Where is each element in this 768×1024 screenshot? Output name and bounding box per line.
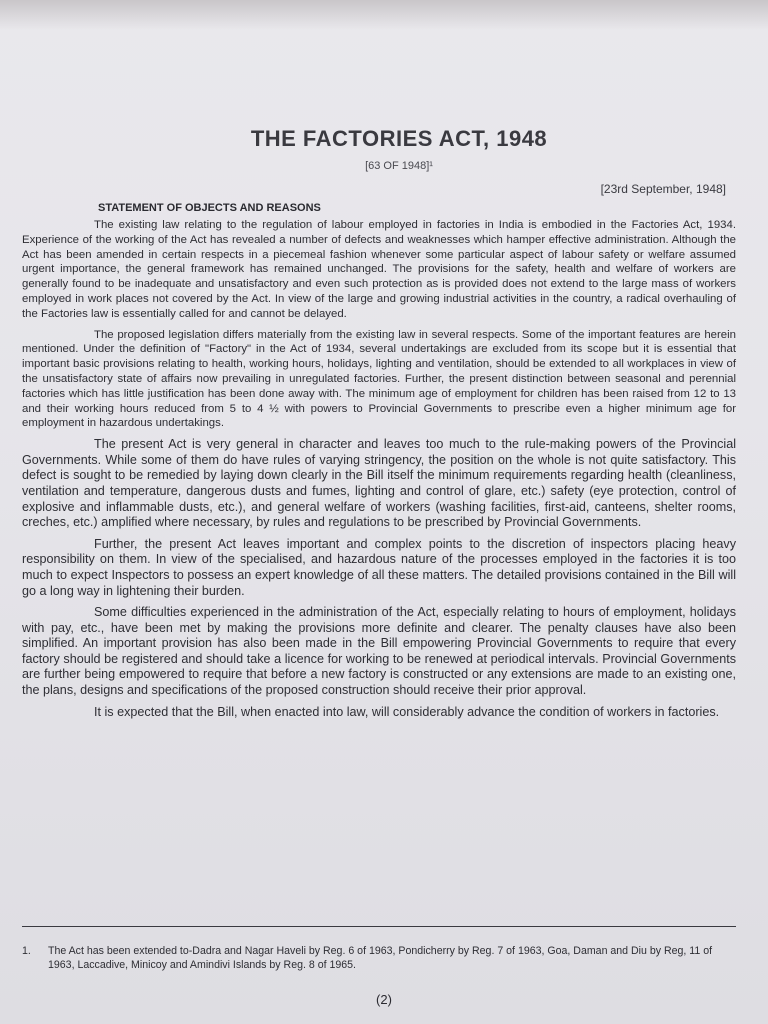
document-body bbox=[22, 118, 736, 726]
paragraph-1: The existing law relating to the regulation of labour employed in factories in India is embodied in the Factories Act, 1934. Experience of the working of the Act has revealed a number of defects and weaknesses which hamper effective administration. Although the Act has been amended in certain respects in a piecemeal fashion whenever some particular aspect of labour safety or welfare assumed urgent importance, the general framework has remained unchanged. The provisions for the safety, health and welfare of workers are generally found to be inadequate and unsatisfactory and even such protection as is provided does not extend to the large mass of workers employed in work places not covered by the Act. In view of the large and growing industrial activities in the country, a radical overhauling of the Factories law is essentially called for and cannot be delayed. bbox=[22, 219, 736, 320]
paragraph-3: The present Act is very general in character and leaves too much to the rule-making powers of the Provincial Governments. While some of them do have rules of varying stringency, the position on the whole is not quite satisfactory. This defect is sought to be remedied by laying down clearly in the Bill itself the minimum requirements regarding health (cleanliness, ventilation and temperature, dangerous dusts and fumes, lighting and control of glare, etc.) safety (eye protection, control of explosive and inflammable dusts, etc.), and general welfare of workers (washing facilities, first-aid, canteens, shelter rooms, creches, etc.) amplified where necessary, by rules and regulations to be prescribed by Provincial Governments. bbox=[22, 437, 736, 530]
page-number: (2) bbox=[376, 992, 392, 1007]
paragraph-4: Further, the present Act leaves important and complex points to the discretion of inspectors placing heavy responsibility on them. In view of the specialised, and hazardous nature of the processes employed in the factories it is too much to expect Inspectors to possess an expert knowledge of all these matters. The detailed provisions contained in the Bill will go a long way in lightening their burden. bbox=[22, 536, 736, 598]
act-date: [23rd September, 1948] bbox=[600, 182, 726, 196]
footnote-text: The Act has been extended to-Dadra and Nagar Haveli by Reg. 6 of 1963, Pondicherry by Reg. 7 of 1963, Goa, Daman and Diu by Reg, 11 of 1963, Laccadive, Minicoy and Amindivi Islands by Reg. 8 of 1965. bbox=[48, 945, 713, 971]
torn-paper-edge bbox=[0, 0, 768, 30]
section-heading: STATEMENT OF OBJECTS AND REASONS bbox=[98, 202, 321, 214]
footnote-divider bbox=[22, 926, 736, 927]
paragraph-6: It is expected that the Bill, when enacted into law, will considerably advance the condition of workers in factories. bbox=[94, 704, 720, 719]
document-title: THE FACTORIES ACT, 1948 bbox=[250, 126, 548, 151]
act-number: [63 OF 1948]¹ bbox=[365, 160, 433, 172]
paragraph-5: Some difficulties experienced in the administration of the Act, especially relating to hours of employment, holidays with pay, etc., have been met by making the provisions more definite and clearer. The penalty clauses have also been simplified. An important provision has also been made in the Bill empowering Provincial Governments to require that every factory should be registered and should take a licence for working to be renewed at periodical intervals. Provincial Governments are further being empowered to require that before a new factory is constructed or any extensions are made to an existing one, the plans, designs and specifications of the proposed construction should receive their prior approval. bbox=[22, 605, 736, 698]
footnote-number: 1. bbox=[22, 945, 31, 957]
footnote bbox=[22, 944, 736, 972]
paragraph-2: The proposed legislation differs materially from the existing law in several respects. Some of the important features are herein mentioned. Under the definition of "Factory" in the Act of 1934, several undertakings are excluded from its scope but it is essential that important basic provisions relating to health, working hours, holidays, lighting and ventilation, should be extended to all workplaces in view of the unsatisfactory state of affairs now prevailing in unregulated factories. Further, the present distinction between seasonal and perennial factories which has little justification has been done away with. The minimum age of employment for children has been raised from 12 to 13 and their working hours reduced from 5 to 4 ½ with powers to Provincial Governments to prescribe even a higher minimum age for employment in hazardous undertakings. bbox=[22, 328, 736, 430]
